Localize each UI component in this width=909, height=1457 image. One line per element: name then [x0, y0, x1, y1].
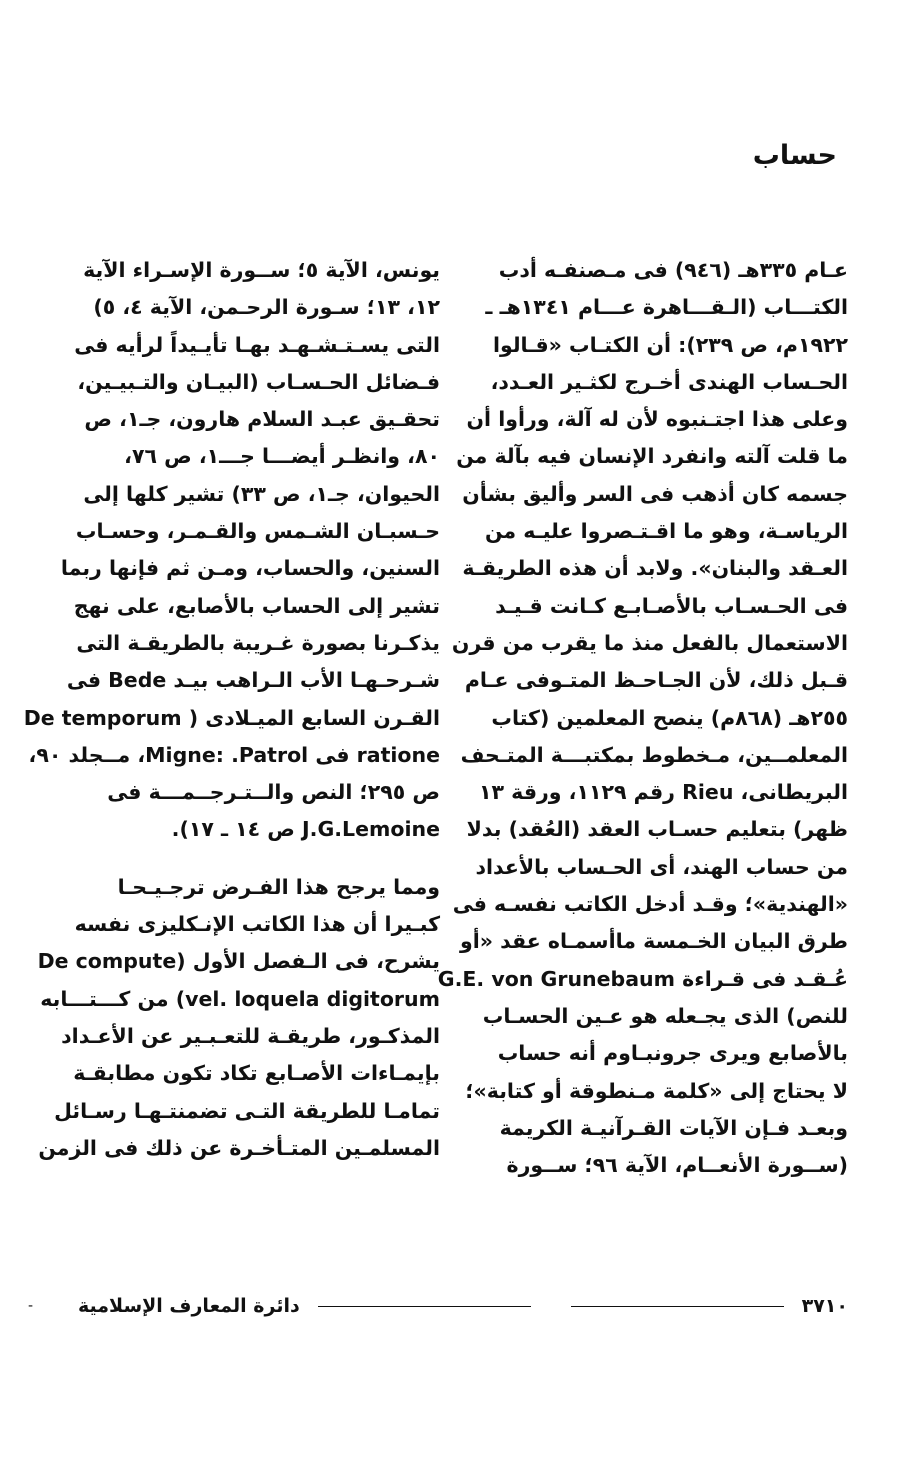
text-line: المعلمــين، مـخطوط بمكتبـــة المتـحف [460, 742, 848, 767]
text-line: (ســورة الأنعــام، الآية ٩٦؛ ســورة [506, 1153, 848, 1178]
text-line: من حساب الهند، أى الحـساب بالأعداد [475, 854, 848, 879]
text-line: الحيوان، جـ١، ص ٣٣) تشير كلها إلى [83, 481, 440, 506]
text-line: تشير إلى الحساب بالأصابع، على نهج [73, 593, 440, 618]
text-line: J.G.Lemoine ص ١٤ ـ ١٧). [171, 817, 440, 842]
text-line: البريطانى، Rieu رقم ١١٢٩، ورقة ١٣ [478, 780, 848, 805]
text-line: تحقـيق عبـد السلام هارون، جـ١، ص [84, 407, 440, 432]
text-line: فى الحـسـاب بالأصـابـع كـانت قـيـد [495, 593, 848, 618]
text-line: ratione فى Migne: .Patrol، مــجلد ٩٠، [28, 742, 440, 767]
text-line: المذكـور، طريقـة للتعـبـير عن الأعـداد [61, 1023, 440, 1048]
text-line: الرياسـة، وهو ما اقـتـصروا عليـه من [484, 519, 848, 544]
text-line: vel. loquela digitorum) من كـــتـــابه [40, 986, 440, 1011]
text-line: عُـقـد فى قـراءة G.E. von Grunebaum [437, 966, 848, 991]
page-footer [78, 1291, 848, 1321]
left-column-paragraph-1 [23, 252, 440, 849]
text-line: يشرح، فى الـفصل الأول (De compute [37, 949, 440, 974]
text-line: الحـساب الهندى أخـرج لكثـير العـدد، [490, 369, 848, 394]
text-line: الاستعمال بالفعل منذ ما يقرب من قرن [451, 630, 848, 655]
paragraph-gap [78, 849, 440, 869]
text-line: ظهر) بتعليم حسـاب العقد (العُقد) بدلا [466, 817, 848, 842]
text-line: جسمه كان أذهب فى السر وأليق بشأن [462, 481, 848, 506]
footer-rule [571, 1306, 784, 1307]
left-text-column [23, 252, 440, 1167]
text-line: بالأصابع ويرى جرونبـاوم أنه حساب [497, 1041, 848, 1066]
text-line: طرق البيان الخـمسة ماأسمـاه عقد «أو [459, 929, 848, 954]
text-line: ومما يرجح هذا الفـرض ترجـيـحـا [117, 874, 440, 899]
text-line: الكتـــاب (الـقـــاهرة عـــام ١٣٤١هـ ـ [485, 295, 848, 320]
text-line: ١٢، ١٣؛ سـورة الرحـمن، الآية ٤، ٥) [93, 295, 440, 320]
text-line: وعلى هذا اجتـنبوه لأن له آلة، ورأوا أن [466, 407, 848, 432]
text-line: ١٩٢٢م، ص ٢٣٩): أن الكتـاب «قـالوا [492, 332, 848, 357]
text-line: المسلمـين المتـأخـرة عن ذلك فى الزمن [38, 1135, 440, 1160]
text-line: قـبل ذلك، لأن الجـاحـظ المتـوفى عـام [464, 668, 848, 693]
text-line: السنين، والحساب، ومـن ثم فإنها ربما [60, 556, 440, 581]
footer-rule [318, 1306, 531, 1307]
text-line: فـضائل الحـسـاب (البيـان والتـبيـين، [77, 369, 440, 394]
text-line: لا يحتاج إلى «كلمة مـنطوقة أو كتابة»؛ [465, 1078, 848, 1103]
text-line: بإيمـاءات الأصـابع تكاد تكون مطابقـة [73, 1061, 440, 1086]
text-line: تمامـا للطريقة التـى تضمنتـهـا رسـائل [54, 1098, 440, 1123]
text-line: ٢٥٥هـ (٨٦٨م) ينصح المعلمين (كتاب [491, 705, 848, 730]
text-line: «الهندية»؛ وقـد أدخل الكاتب نفسـه فى [452, 892, 848, 917]
footer-page-number: ٣٧١٠ [801, 1295, 848, 1317]
text-line: حـسبـان الشـمس والقـمـر، وحسـاب [75, 519, 440, 544]
text-line: القـرن السابع الميـلادى ( De temporum [23, 705, 440, 730]
text-line: التى يسـتـشـهـد بهـا تأيـيداً لرأيه فى [74, 332, 440, 357]
text-line: كبـيرا أن هذا الكاتب الإنـكليزى نفسه [74, 912, 440, 937]
text-line: يونس، الآية ٥؛ ســورة الإسـراء الآية [83, 258, 440, 282]
text-line: ٨٠، وانظـر أيضـــا جـــ١، ص ٧٦، [124, 444, 440, 469]
text-line: ما قلت آلته وانفرد الإنسان فيه بآلة من [456, 444, 848, 469]
text-line: للنص) الذى يجـعله هو عـين الحسـاب [482, 1003, 848, 1028]
text-line: ص ٢٩٥؛ النص والــتـرجــمـــة فى [107, 780, 440, 805]
text-line: يذكـرنا بصورة غـريبة بالطريقـة التى [76, 630, 440, 655]
text-line: وبعـد فـإن الآيات القـرآنيـة الكريمة [499, 1115, 848, 1140]
text-line: العـقد والبنان». ولابد أن هذه الطريقـة [462, 556, 848, 581]
text-line: عـام ٣٣٥هـ (٩٤٦) فى مـصنفـه أدب [498, 258, 848, 282]
text-line: شـرحـهـا الأب الـراهب بيـد Bede فى [66, 668, 440, 693]
left-column-paragraph-2 [37, 869, 440, 1167]
footer-publication-title: دائرة المعارف الإسلامية [78, 1295, 300, 1317]
margin-mark: - [28, 1298, 34, 1314]
right-text-column [437, 252, 848, 1184]
page-header-title: حساب [752, 140, 837, 171]
